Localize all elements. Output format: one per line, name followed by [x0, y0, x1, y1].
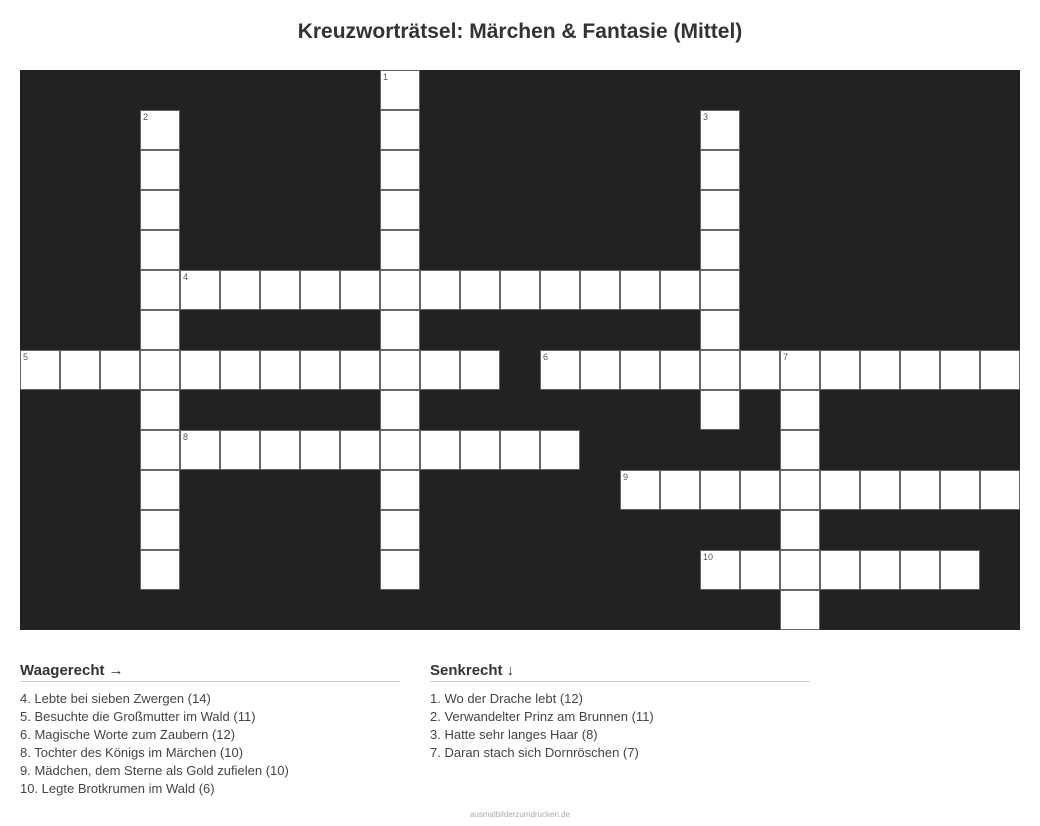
grid-cell[interactable]: [820, 550, 860, 590]
grid-cell[interactable]: [460, 270, 500, 310]
grid-cell[interactable]: [780, 350, 820, 390]
grid-cell[interactable]: [700, 470, 740, 510]
grid-cell[interactable]: [380, 230, 420, 270]
grid-cell[interactable]: [260, 350, 300, 390]
grid-cell[interactable]: [420, 270, 460, 310]
grid-cell[interactable]: [540, 430, 580, 470]
footer-credit: ausmalbilderzumdrucken.de: [469, 810, 571, 819]
grid-cell[interactable]: [380, 430, 420, 470]
grid-cell[interactable]: [380, 310, 420, 350]
grid-cell[interactable]: [220, 270, 260, 310]
across-heading-label: Waagerecht: [20, 662, 105, 679]
grid-cell[interactable]: [700, 150, 740, 190]
grid-cell[interactable]: [580, 270, 620, 310]
grid-cell[interactable]: [340, 350, 380, 390]
grid-cell[interactable]: [860, 470, 900, 510]
grid-cell[interactable]: [180, 350, 220, 390]
grid-cell[interactable]: [700, 350, 740, 390]
grid-cell[interactable]: [140, 350, 180, 390]
grid-cell[interactable]: [300, 430, 340, 470]
grid-cell[interactable]: [780, 390, 820, 430]
clue-item: 4. Lebte bei sieben Zwergen (14): [20, 691, 211, 706]
grid-cell[interactable]: [700, 270, 740, 310]
grid-cell[interactable]: [140, 270, 180, 310]
grid-cell[interactable]: [140, 150, 180, 190]
grid-cell[interactable]: [140, 430, 180, 470]
grid-cell[interactable]: [780, 430, 820, 470]
grid-cell[interactable]: [140, 110, 180, 150]
down-heading: [430, 662, 810, 682]
grid-cell[interactable]: [20, 350, 60, 390]
grid-cell[interactable]: [700, 310, 740, 350]
clue-item: 5. Besuchte die Großmutter im Wald (11): [20, 709, 256, 724]
grid-cell[interactable]: [740, 470, 780, 510]
grid-cell[interactable]: [700, 230, 740, 270]
grid-cell[interactable]: [940, 350, 980, 390]
clue-item: 1. Wo der Drache lebt (12): [430, 691, 583, 706]
clue-number: 4: [183, 272, 189, 282]
grid-cell[interactable]: [700, 110, 740, 150]
grid-cell[interactable]: [620, 470, 660, 510]
grid-cell[interactable]: [820, 470, 860, 510]
grid-cell[interactable]: [140, 230, 180, 270]
grid-cell[interactable]: [380, 70, 420, 110]
grid-cell[interactable]: [660, 470, 700, 510]
grid-cell[interactable]: [380, 510, 420, 550]
grid-cell[interactable]: [140, 310, 180, 350]
grid-cell[interactable]: [700, 190, 740, 230]
grid-cell[interactable]: [180, 270, 220, 310]
grid-cell[interactable]: [460, 350, 500, 390]
across-heading: [20, 662, 400, 682]
grid-cell[interactable]: [140, 470, 180, 510]
grid-cell[interactable]: [900, 350, 940, 390]
across-clue-list: [20, 690, 400, 798]
grid-cell[interactable]: [300, 270, 340, 310]
grid-cell[interactable]: [340, 430, 380, 470]
grid-cell[interactable]: [460, 430, 500, 470]
clue-item: 10. Legte Brotkrumen im Wald (6): [20, 781, 215, 796]
grid-cell[interactable]: [60, 350, 100, 390]
grid-cell[interactable]: [980, 470, 1020, 510]
grid-cell[interactable]: [260, 430, 300, 470]
grid-cell[interactable]: [700, 390, 740, 430]
grid-cell[interactable]: [380, 110, 420, 150]
grid-cell[interactable]: [980, 350, 1020, 390]
grid-cell[interactable]: [660, 350, 700, 390]
grid-cell[interactable]: [940, 550, 980, 590]
clue-number: 6: [543, 352, 549, 362]
grid-cell[interactable]: [820, 350, 860, 390]
grid-cell[interactable]: [220, 350, 260, 390]
grid-cell[interactable]: [700, 550, 740, 590]
crossword-grid: [20, 70, 1020, 630]
grid-cell[interactable]: [380, 390, 420, 430]
grid-cell[interactable]: [540, 350, 580, 390]
grid-cell[interactable]: [140, 190, 180, 230]
grid-cell[interactable]: [660, 270, 700, 310]
grid-cell[interactable]: [780, 550, 820, 590]
grid-cell[interactable]: [500, 430, 540, 470]
grid-cell[interactable]: [900, 470, 940, 510]
grid-cell[interactable]: [380, 190, 420, 230]
grid-cell[interactable]: [380, 550, 420, 590]
clue-item: 3. Hatte sehr langes Haar (8): [430, 727, 598, 742]
grid-cell[interactable]: [780, 510, 820, 550]
down-heading-label: Senkrecht: [430, 662, 503, 679]
page-title: Kreuzworträtsel: Märchen & Fantasie (Mittel): [297, 20, 743, 43]
clue-number: 2: [143, 112, 149, 122]
grid-cell[interactable]: [380, 270, 420, 310]
grid-cell[interactable]: [380, 150, 420, 190]
clue-item: 6. Magische Worte zum Zaubern (12): [20, 727, 236, 742]
grid-cell[interactable]: [620, 270, 660, 310]
grid-cell[interactable]: [140, 510, 180, 550]
grid-cell[interactable]: [180, 430, 220, 470]
grid-cell[interactable]: [100, 350, 140, 390]
down-arrow-icon: ↓: [506, 662, 515, 679]
grid-cell[interactable]: [500, 270, 540, 310]
clue-item: 2. Verwandelter Prinz am Brunnen (11): [430, 709, 654, 724]
grid-cell[interactable]: [620, 350, 660, 390]
grid-cell[interactable]: [860, 350, 900, 390]
grid-cell[interactable]: [300, 350, 340, 390]
grid-cell[interactable]: [780, 470, 820, 510]
right-arrow-icon: →: [108, 662, 124, 679]
down-clues: [430, 662, 810, 762]
clue-number: 7: [783, 352, 789, 362]
grid-cell[interactable]: [780, 590, 820, 630]
clue-item: 9. Mädchen, dem Sterne als Gold zufielen (10): [20, 763, 289, 778]
grid-cell[interactable]: [420, 350, 460, 390]
grid-cell[interactable]: [140, 550, 180, 590]
grid-cell[interactable]: [580, 350, 620, 390]
clue-number: 1: [383, 72, 389, 82]
grid-cell[interactable]: [860, 550, 900, 590]
grid-cell[interactable]: [220, 430, 260, 470]
across-clues: [20, 662, 400, 798]
grid-cell[interactable]: [260, 270, 300, 310]
grid-cell[interactable]: [340, 270, 380, 310]
clue-number: 9: [623, 472, 629, 482]
grid-cell[interactable]: [380, 470, 420, 510]
clue-number: 10: [703, 552, 714, 562]
grid-cell[interactable]: [740, 550, 780, 590]
down-clue-list: [430, 690, 810, 762]
clue-item: 7. Daran stach sich Dornröschen (7): [430, 745, 639, 760]
clue-number: 3: [703, 112, 709, 122]
clue-number: 8: [183, 432, 189, 442]
clue-number: 5: [23, 352, 29, 362]
grid-cell[interactable]: [380, 350, 420, 390]
grid-cell[interactable]: [420, 430, 460, 470]
grid-cell[interactable]: [900, 550, 940, 590]
grid-cell[interactable]: [540, 270, 580, 310]
clue-item: 8. Tochter des Königs im Märchen (10): [20, 745, 244, 760]
grid-cell[interactable]: [940, 470, 980, 510]
grid-cell[interactable]: [140, 390, 180, 430]
grid-cell[interactable]: [740, 350, 780, 390]
